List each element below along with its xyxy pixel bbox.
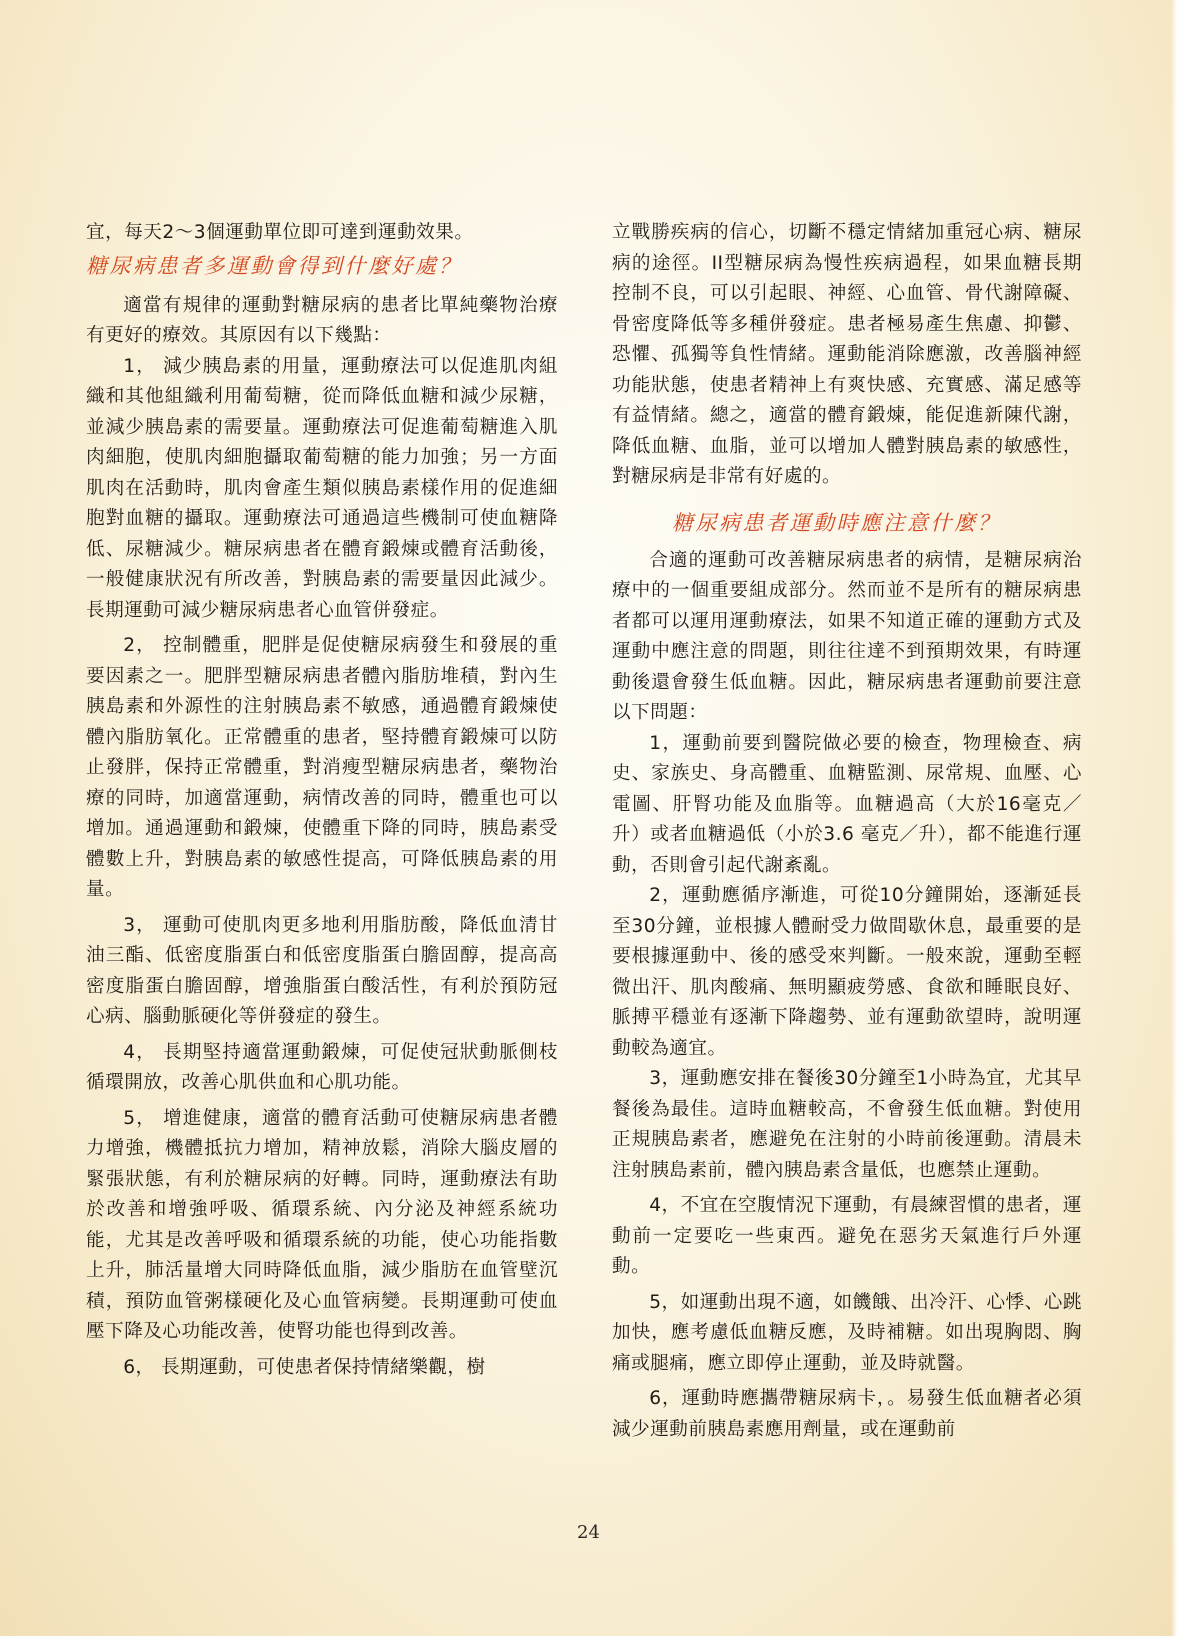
paragraph: 3， 運動可使肌肉更多地利用脂肪酸，降低血清甘油三酯、低密度脂蛋白和低密度脂蛋白膽固醇，提高高密度脂蛋白膽固醇，增強脂蛋白酸活性，有利於預防冠心病、腦動脈硬化等併發症的發生。: [86, 914, 558, 1027]
left-column: [86, 218, 558, 1383]
page-number: 24: [577, 1522, 600, 1543]
paragraph: 1， 減少胰島素的用量，運動療法可以促進肌肉組織和其他組織利用葡萄糖，從而降低血糖和減少尿糖，並減少胰島素的需要量。運動療法可促進葡萄糖進入肌肉細胞，使肌肉細胞攝取葡萄糖的能力加強；另一方面肌肉在活動時，肌肉會產生類似胰島素樣作用的促進細胞對血糖的攝取。運動療法可通過這些機制可使血糖降低、尿糖減少。糖尿病患者在體育鍛煉或體育活動後，一般健康狀況有所改善，對胰島素的需要量因此減少。長期運動可減少糖尿病患者心血管併發症。: [86, 355, 558, 621]
right-intro-text: 立戰勝疾病的信心，切斷不穩定情緒加重冠心病、糖尿病的途徑。II型糖尿病為慢性疾病過程，如果血糖長期控制不良，可以引起眼、神經、心血管、骨代謝障礙、骨密度降低等多種併發症。患者極易產生焦慮、抑鬱、恐懼、孤獨等負性情緒。運動能消除應激，改善腦神經功能狀態，使患者精神上有爽快感、充實感、滿足感等有益情緒。總之，適當的體育鍛煉，能促進新陳代謝，降低血糖、血脂，並可以增加人體對胰島素的敏感性，對糖尿病是非常有好處的。: [612, 222, 1082, 487]
scan-edge: [1171, 0, 1177, 1636]
paragraph: 5， 增進健康，適當的體育活動可使糖尿病患者體力增強，機體抵抗力增加，精神放鬆，消除大腦皮層的緊張狀態，有利於糖尿病的好轉。同時，運動療法有助於改善和增強呼吸、循環系統、內分泌及神經系統功能，尤其是改善呼吸和循環系統的功能，使心功能指數上升，肺活量增大同時降低血脂，減少脂肪在血管壁沉積，預防血管粥樣硬化及心血管病變。長期運動可使血壓下降及心功能改善，使腎功能也得到改善。: [86, 1107, 558, 1342]
right-column: [612, 218, 1082, 1445]
paragraph: 適當有規律的運動對糖尿病的患者比單純藥物治療有更好的療效。其原因有以下幾點：: [86, 294, 558, 346]
left-intro-text: 宜，每天2～3個運動單位即可達到運動效果。: [86, 222, 474, 243]
paragraph: 合適的運動可改善糖尿病患者的病情，是糖尿病治療中的一個重要組成部分。然而並不是所有的糖尿病患者都可以運用運動療法，如果不知道正確的運動方式及運動中應注意的問題，則往往達不到預期效果，有時運動後還會發生低血糖。因此，糖尿病患者運動前要注意以下問題：: [612, 549, 1082, 723]
section-heading-benefits: 糖尿病患者多運動會得到什麼好處？: [86, 253, 462, 278]
paragraph: 4，不宜在空腹情況下運動，有晨練習慣的患者，運動前一定要吃一些東西。避免在惡劣天氣進行戶外運動。: [612, 1195, 1082, 1277]
paragraph: 1，運動前要到醫院做必要的檢查，物理檢查、病史、家族史、身高體重、血糖監測、尿常規、血壓、心電圖、肝腎功能及血脂等。血糖過高（大於16毫克／升）或者血糖過低（小於3.6 毫克／升），都不能進行運動，否則會引起代謝紊亂。: [612, 732, 1082, 876]
paragraph: 5，如運動出現不適，如饑餓、出冷汗、心悸、心跳加快，應考慮低血糖反應，及時補糖。如出現胸悶、胸痛或腿痛，應立即停止運動，並及時就醫。: [612, 1291, 1082, 1374]
paragraph: 2，運動應循序漸進，可從10分鐘開始，逐漸延長至30分鐘，並根據人體耐受力做間歇休息，最重要的是要根據運動中、後的感受來判斷。一般來說，運動至輕微出汗、肌肉酸痛、無明顯疲勞感、食欲和睡眠良好、脈搏平穩並有逐漸下降趨勢、並有運動欲望時，說明運動較為適宜。: [612, 885, 1082, 1059]
paragraph: 2， 控制體重，肥胖是促使糖尿病發生和發展的重要因素之一。肥胖型糖尿病患者體內脂肪堆積，對內生胰島素和外源性的注射胰島素不敏感，通過體育鍛煉使體內脂肪氧化。正常體重的患者，堅持體育鍛煉可以防止發胖，保持正常體重，對消瘦型糖尿病患者，藥物治療的同時，加適當運動，病情改善的同時，體重也可以增加。通過運動和鍛煉，使體重下降的同時，胰島素受體數上升，對胰島素的敏感性提高，可降低胰島素的用量。: [86, 635, 558, 900]
paragraph: 3，運動應安排在餐後30分鐘至1小時為宜，尤其早餐後為最佳。這時血糖較高，不會發生低血糖。對使用正規胰島素者，應避免在注射的小時前後運動。清晨未注射胰島素前，體內胰島素含量低，也應禁止運動。: [612, 1068, 1082, 1181]
paragraph: 6，運動時應攜帶糖尿病卡，。易發生低血糖者必須減少運動前胰島素應用劑量，或在運動前: [612, 1388, 1082, 1440]
paragraph: 4， 長期堅持適當運動鍛煉，可促使冠狀動脈側枝循環開放，改善心肌供血和心肌功能。: [86, 1041, 558, 1093]
section-heading-precautions: 糖尿病患者運動時應注意什麼？: [672, 510, 1001, 535]
paragraph: 6， 長期運動，可使患者保持情緒樂觀，樹: [123, 1356, 486, 1378]
